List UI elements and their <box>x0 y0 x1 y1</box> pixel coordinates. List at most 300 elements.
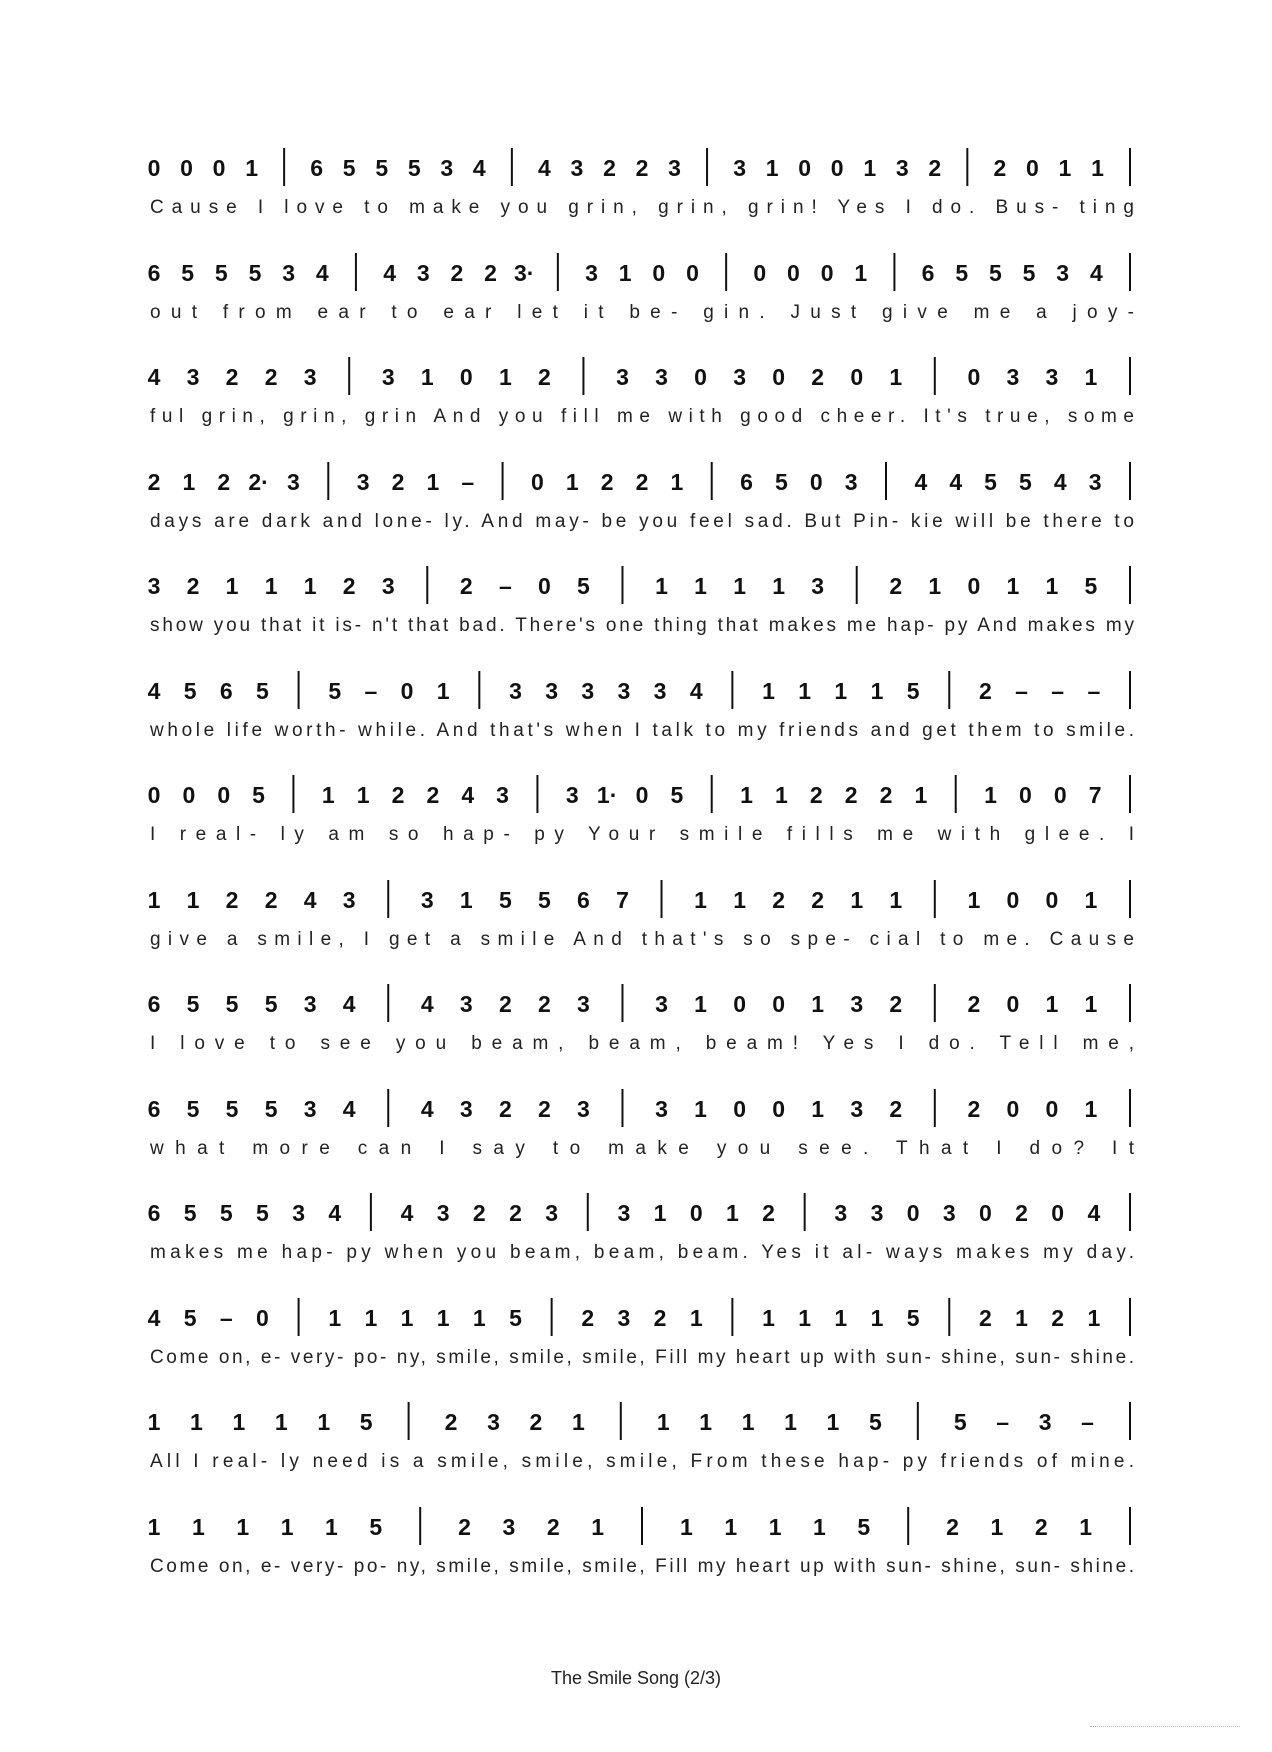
note-number: 1 <box>1015 1304 1028 1331</box>
lyrics-row <box>150 1237 1138 1265</box>
note-number: 1 <box>420 364 434 390</box>
note-number: 1 <box>967 886 981 913</box>
note-number: 3 <box>733 364 746 390</box>
page-footer: The Smile Song (2/3) <box>550 1668 722 1688</box>
lyric-text: Cause I love to make you grin, grin, grin! Yes I do. Bus- ting <box>150 197 1134 218</box>
note-number: 1 <box>724 1513 738 1540</box>
note-number: 0 <box>147 155 161 181</box>
note-number: 0 <box>733 991 746 1017</box>
note-number: 2 <box>538 1095 551 1122</box>
note-number: 1 <box>1084 991 1098 1017</box>
note-number: 1 <box>740 782 753 808</box>
note-number: 5 <box>375 155 389 181</box>
note-number: 1 <box>733 573 746 599</box>
note-number: 1 <box>653 1200 667 1226</box>
note-number: 1 <box>1006 573 1020 599</box>
note-number: 2 <box>603 155 616 181</box>
note-number: 5 <box>1022 259 1036 286</box>
note-number: 0 <box>820 259 834 286</box>
note-number: 3 <box>381 364 395 390</box>
note-number: 3 <box>895 155 909 181</box>
lyric-text: All I real- ly need is a smile, smile, smile, From these hap- py friends of mine. <box>150 1451 1135 1472</box>
note-number: 0 <box>459 364 473 390</box>
note-number: 2 <box>498 991 512 1017</box>
note-number: 0 <box>1026 155 1039 181</box>
note-number: 0 <box>217 782 231 808</box>
note-number: – <box>1087 677 1101 704</box>
note-number: 2 <box>772 886 786 913</box>
note-number: 1 <box>1079 1513 1093 1540</box>
note-number: 5 <box>984 468 997 495</box>
note-number: 3 <box>502 1513 516 1540</box>
note-number: 4 <box>342 1095 356 1122</box>
lyrics-row <box>150 1446 1138 1474</box>
note-number: 5 <box>264 1095 278 1122</box>
note-number: 2 <box>967 991 981 1017</box>
note-number: 6 <box>219 677 233 704</box>
note-number: 1 <box>889 886 903 913</box>
note-number: 0 <box>1019 782 1032 808</box>
note-number: 3 <box>655 364 668 390</box>
note-number: 1 <box>264 573 278 599</box>
note-number: 1 <box>191 1513 205 1540</box>
note-number: 3 <box>1056 259 1070 286</box>
note-number: 1 <box>498 364 512 390</box>
music-system-6 <box>147 663 1138 753</box>
lyrics-row <box>150 1028 1138 1056</box>
note-number: 0 <box>1053 782 1067 808</box>
note-number: 4 <box>383 259 396 286</box>
note-number: 2 <box>979 1304 992 1331</box>
note-number: 1 <box>834 677 848 704</box>
note-number: 6 <box>147 991 161 1017</box>
note-number: 6 <box>577 886 590 913</box>
note-number: 1 <box>364 1304 378 1331</box>
notation-row <box>147 140 1138 190</box>
note-number: 2 <box>217 468 231 495</box>
note-number: 0 <box>772 991 786 1017</box>
note-number: 3 <box>147 573 161 599</box>
note-number: 1 <box>870 1304 884 1331</box>
note-number: 2 <box>529 1409 543 1435</box>
note-number: 1 <box>655 573 668 599</box>
note-number: 3 <box>617 1304 631 1331</box>
note-number: 3 <box>1045 364 1059 390</box>
note-number: 5 <box>219 1200 233 1226</box>
note-number: 5 <box>181 259 195 286</box>
note-number: 1 <box>325 1513 338 1540</box>
note-number: 5 <box>264 991 278 1017</box>
note-number: – <box>1081 1409 1094 1435</box>
note-number: 0 <box>967 573 981 599</box>
note-number: 3 <box>496 782 509 808</box>
notation-row <box>147 245 1138 295</box>
music-system-3 <box>147 349 1138 439</box>
note-number: 5 <box>359 1409 373 1435</box>
lyric-text: I real- ly am so hap- py Your smile fills me with glee. I <box>150 824 1134 845</box>
note-number: 1 <box>990 1513 1004 1540</box>
note-number: 3 <box>942 1200 956 1226</box>
note-number: 2 <box>762 1200 775 1226</box>
note-number: 0 <box>753 259 767 286</box>
note-number: 2 <box>458 1513 471 1540</box>
note-number: 3 <box>653 677 667 704</box>
note-number: 4 <box>1087 1200 1101 1226</box>
note-number: 0 <box>180 155 193 181</box>
note-number: 4 <box>949 468 963 495</box>
note-number: 1 <box>854 259 868 286</box>
lyrics-row <box>150 610 1138 638</box>
note-number: 1 <box>232 1409 246 1435</box>
note-number: 5 <box>407 155 421 181</box>
note-number: – <box>1051 677 1065 704</box>
note-number: 0 <box>256 1304 269 1331</box>
note-number: 1 <box>1045 573 1059 599</box>
note-number: 6 <box>147 259 161 286</box>
note-number: 4 <box>315 259 329 286</box>
music-system-10 <box>147 1081 1138 1171</box>
note-number: 2 <box>186 573 200 599</box>
note-number: 5 <box>248 259 262 286</box>
note-number: 1 <box>356 782 370 808</box>
notation-row <box>147 1394 1138 1444</box>
note-number: 3 <box>616 364 629 390</box>
note-number: 1 <box>1091 155 1104 181</box>
note-number: 2 <box>459 573 473 599</box>
lyric-text: out from ear to ear let it be- gin. Just give me a joy- <box>150 301 1134 323</box>
note-number: 5 <box>509 1304 522 1331</box>
notation-row <box>147 349 1138 399</box>
note-number: 1 <box>694 573 707 599</box>
note-number: 6 <box>921 259 935 286</box>
note-number: 1 <box>768 1513 782 1540</box>
lyric-text: show you that it is- n't that bad. There's one thing that makes me hap- py And makes my <box>150 615 1134 636</box>
note-number: 1 <box>741 1409 755 1435</box>
note-number: 5 <box>225 991 239 1017</box>
note-number: 6 <box>740 468 753 495</box>
note-number: 2 <box>472 1200 486 1226</box>
note-number: 1 <box>436 1304 450 1331</box>
note-number: 2 <box>147 468 161 495</box>
music-system-11 <box>147 1185 1138 1275</box>
music-system-9 <box>147 976 1138 1066</box>
note-number: 1 <box>798 677 812 704</box>
note-number: 3 <box>303 364 317 390</box>
note-number: 1 <box>765 155 779 181</box>
note-number: 2 <box>498 1095 512 1122</box>
note-number: 2 <box>391 468 405 495</box>
note-number: 0 <box>850 364 864 390</box>
note-number: 3 <box>342 886 356 913</box>
note-number: 3 <box>420 886 434 913</box>
note-number: 5 <box>953 1409 967 1435</box>
note-number: 3 <box>303 991 317 1017</box>
lyric-text: I love to see you beam, beam, beam! Yes I do. Tell me, <box>150 1033 1135 1054</box>
note-number: 5 <box>225 1095 239 1122</box>
note-number: 2 <box>979 677 992 704</box>
note-number: 3 <box>655 1095 668 1122</box>
note-number: 7 <box>616 886 629 913</box>
note-number: 5 <box>498 886 512 913</box>
note-number: 3 <box>436 1200 450 1226</box>
note-number: 1 <box>571 1409 585 1435</box>
note-number: 2· <box>248 468 269 495</box>
lyrics-row <box>150 819 1138 847</box>
note-number: 3 <box>509 677 522 704</box>
note-number: 0 <box>538 573 551 599</box>
note-number: 4 <box>1089 259 1103 286</box>
note-number: 3 <box>850 1095 864 1122</box>
note-number: 1 <box>694 991 707 1017</box>
note-number: 3 <box>1088 468 1102 495</box>
note-number: 2 <box>546 1513 560 1540</box>
note-number: 5 <box>183 1200 197 1226</box>
note-number: 3· <box>513 259 535 286</box>
note-number: 5 <box>256 1200 269 1226</box>
note-number: 1 <box>689 1304 703 1331</box>
note-number: 1 <box>147 1513 161 1540</box>
note-number: 2 <box>426 782 440 808</box>
note-number: 5 <box>214 259 228 286</box>
lyrics-row <box>150 506 1138 534</box>
notation-row <box>147 663 1138 713</box>
note-number: 0 <box>1006 1095 1020 1122</box>
note-number: 4 <box>1053 468 1067 495</box>
note-number: 5 <box>906 1304 920 1331</box>
note-number: 2 <box>889 1095 903 1122</box>
note-number: 2 <box>635 155 649 181</box>
music-system-2 <box>147 245 1138 335</box>
note-number: 3 <box>292 1200 305 1226</box>
note-number: 2 <box>391 782 405 808</box>
note-number: 0 <box>809 468 823 495</box>
note-number: 2 <box>225 364 239 390</box>
note-number: 1 <box>436 677 450 704</box>
note-number: 3 <box>356 468 370 495</box>
note-number: 3 <box>668 155 681 181</box>
note-number: 0 <box>182 782 196 808</box>
note-number: 2 <box>1015 1200 1028 1226</box>
note-number: 3 <box>870 1200 884 1226</box>
note-number: 4 <box>420 1095 434 1122</box>
note-number: 3 <box>565 782 579 808</box>
note-number: 3 <box>287 468 300 495</box>
note-number: 1 <box>321 782 335 808</box>
note-number: 2 <box>635 468 649 495</box>
note-number: 7 <box>1088 782 1102 808</box>
note-number: 1 <box>762 677 775 704</box>
note-number: 5 <box>1084 573 1098 599</box>
note-number: 1 <box>565 468 579 495</box>
lyrics-row <box>150 924 1138 952</box>
note-number: – <box>996 1409 1010 1435</box>
lyrics-row <box>150 297 1138 325</box>
note-number: 3 <box>570 155 584 181</box>
note-number: 0 <box>689 1200 703 1226</box>
notation-row <box>147 1499 1138 1549</box>
note-number: 0 <box>772 364 786 390</box>
notation-row <box>147 872 1138 922</box>
note-number: 1 <box>870 677 884 704</box>
note-number: 5 <box>857 1513 871 1540</box>
note-number: 1 <box>147 886 161 913</box>
note-number: 3 <box>186 364 200 390</box>
note-number: 0 <box>979 1200 992 1226</box>
page-edge-mark <box>1090 1726 1240 1731</box>
note-number: 3 <box>811 573 825 599</box>
lyric-text: whole life worth- while. And that's when I talk to my friends and get them to smile. <box>150 719 1135 741</box>
note-number: 1 <box>274 1409 288 1435</box>
note-number: 2 <box>509 1200 522 1226</box>
note-number: 1 <box>472 1304 486 1331</box>
note-number: 0 <box>1045 886 1059 913</box>
note-number: – <box>461 468 475 495</box>
note-number: 2 <box>967 1095 981 1122</box>
note-number: 6 <box>147 1095 161 1122</box>
note-number: 1 <box>834 1304 848 1331</box>
lyric-text: Come on, e- very- po- ny, smile, smile, smile, Fill my heart up with sun- shine, sun- shine. <box>150 1346 1134 1368</box>
lyric-text: makes me hap- py when you beam, beam, beam. Yes it al- ways makes my day. <box>150 1242 1134 1263</box>
note-number: 5 <box>186 991 200 1017</box>
note-number: 4 <box>303 886 317 913</box>
note-number: 0 <box>733 1095 746 1122</box>
note-number: 1 <box>863 155 877 181</box>
note-number: 2 <box>653 1304 667 1331</box>
note-number: 1 <box>147 1409 161 1435</box>
note-number: 1 <box>775 782 788 808</box>
note-number: 0 <box>531 468 544 495</box>
note-number: 1 <box>280 1513 294 1540</box>
note-number: 3 <box>545 1200 559 1226</box>
note-number: 1 <box>928 573 942 599</box>
note-number: 3 <box>545 677 559 704</box>
note-number: 0 <box>830 155 844 181</box>
note-number: 0 <box>400 677 414 704</box>
note-number: 0 <box>635 782 649 808</box>
note-number: 1 <box>811 991 825 1017</box>
note-number: 5 <box>538 886 551 913</box>
note-number: 5 <box>577 573 590 599</box>
note-number: 1 <box>694 886 707 913</box>
note-number: 4 <box>914 468 928 495</box>
note-number: 1 <box>656 1409 670 1435</box>
note-number: 3 <box>850 991 864 1017</box>
note-number: 5 <box>256 677 269 704</box>
lyrics-row <box>150 401 1138 429</box>
note-number: 1 <box>426 468 440 495</box>
note-number: 0 <box>1045 1095 1059 1122</box>
note-number: 2 <box>879 782 893 808</box>
note-number: 5 <box>868 1409 882 1435</box>
note-number: 1 <box>328 1304 342 1331</box>
note-number: 1 <box>772 573 786 599</box>
note-number: 3 <box>487 1409 500 1435</box>
note-number: 2 <box>264 364 278 390</box>
note-number: 4 <box>147 677 161 704</box>
note-number: 2 <box>811 886 825 913</box>
note-number: – <box>498 573 512 599</box>
note-number: 5 <box>183 677 197 704</box>
lyrics-row <box>150 1133 1138 1161</box>
note-number: 1 <box>182 468 196 495</box>
note-number: 5 <box>252 782 265 808</box>
note-number: 1 <box>618 259 632 286</box>
note-number: 5 <box>369 1513 383 1540</box>
note-number: 1 <box>303 573 317 599</box>
note-number: 5 <box>342 155 356 181</box>
lyric-text: days are dark and lone- ly. And may- be you feel sad. But Pin- kie will be there to <box>150 510 1134 532</box>
lyric-text: ful grin, grin, grin And you fill me with good cheer. It's true, some <box>150 406 1134 427</box>
note-number: 2 <box>538 991 551 1017</box>
note-number: 1 <box>317 1409 331 1435</box>
note-number: 6 <box>310 155 324 181</box>
note-number: 2 <box>889 573 903 599</box>
note-number: 1 <box>813 1513 826 1540</box>
notation-row <box>147 454 1138 504</box>
note-number: – <box>219 1304 233 1331</box>
note-number: 3 <box>617 1200 631 1226</box>
note-number: 3 <box>416 259 430 286</box>
note-number: 0 <box>1006 991 1020 1017</box>
note-number: 1 <box>186 886 200 913</box>
note-number: 1 <box>190 1409 203 1435</box>
notation-row <box>147 767 1138 817</box>
note-number: 3 <box>585 259 598 286</box>
note-number: 2 <box>538 364 551 390</box>
note-number: 5 <box>955 259 969 286</box>
note-number: 1 <box>1058 155 1072 181</box>
note-number: 2 <box>811 364 825 390</box>
note-number: 3 <box>381 573 395 599</box>
lyric-text: what more can I say to make you see. That I do? It <box>150 1137 1134 1159</box>
note-number: 0 <box>694 364 707 390</box>
note-number: 5 <box>328 677 342 704</box>
note-number: 0 <box>772 1095 786 1122</box>
note-number: 3 <box>577 991 590 1017</box>
note-number: 1 <box>826 1409 840 1435</box>
lyric-text: Come on, e- very- po- ny, smile, smile, smile, Fill my heart up with sun- shine, sun- shine. <box>150 1555 1134 1577</box>
lyrics-row <box>150 192 1138 220</box>
music-system-5 <box>147 558 1138 648</box>
note-number: 1 <box>694 1095 707 1122</box>
note-number: 2 <box>264 886 278 913</box>
note-number: 3 <box>655 991 668 1017</box>
note-number: 2 <box>225 886 239 913</box>
note-number: 2 <box>581 1304 595 1331</box>
note-number: 1 <box>1087 1304 1101 1331</box>
note-number: 5 <box>1019 468 1032 495</box>
note-number: 4 <box>461 782 475 808</box>
note-number: 2 <box>450 259 464 286</box>
note-number: 1 <box>725 1200 739 1226</box>
note-number: 3 <box>577 1095 590 1122</box>
note-number: 0 <box>1051 1200 1065 1226</box>
music-system-1 <box>147 140 1138 230</box>
note-number: 1 <box>225 573 239 599</box>
music-system-12 <box>147 1290 1138 1380</box>
note-number: 0 <box>686 259 699 286</box>
note-number: 1 <box>798 1304 812 1331</box>
note-number: 0 <box>787 259 800 286</box>
note-number: 1 <box>762 1304 775 1331</box>
note-number: 2 <box>484 259 497 286</box>
music-system-4 <box>147 454 1138 544</box>
note-number: 3 <box>617 677 631 704</box>
note-number: – <box>364 677 378 704</box>
note-number: 1 <box>914 782 928 808</box>
note-number: 2 <box>928 155 942 181</box>
note-number: 0 <box>147 782 161 808</box>
